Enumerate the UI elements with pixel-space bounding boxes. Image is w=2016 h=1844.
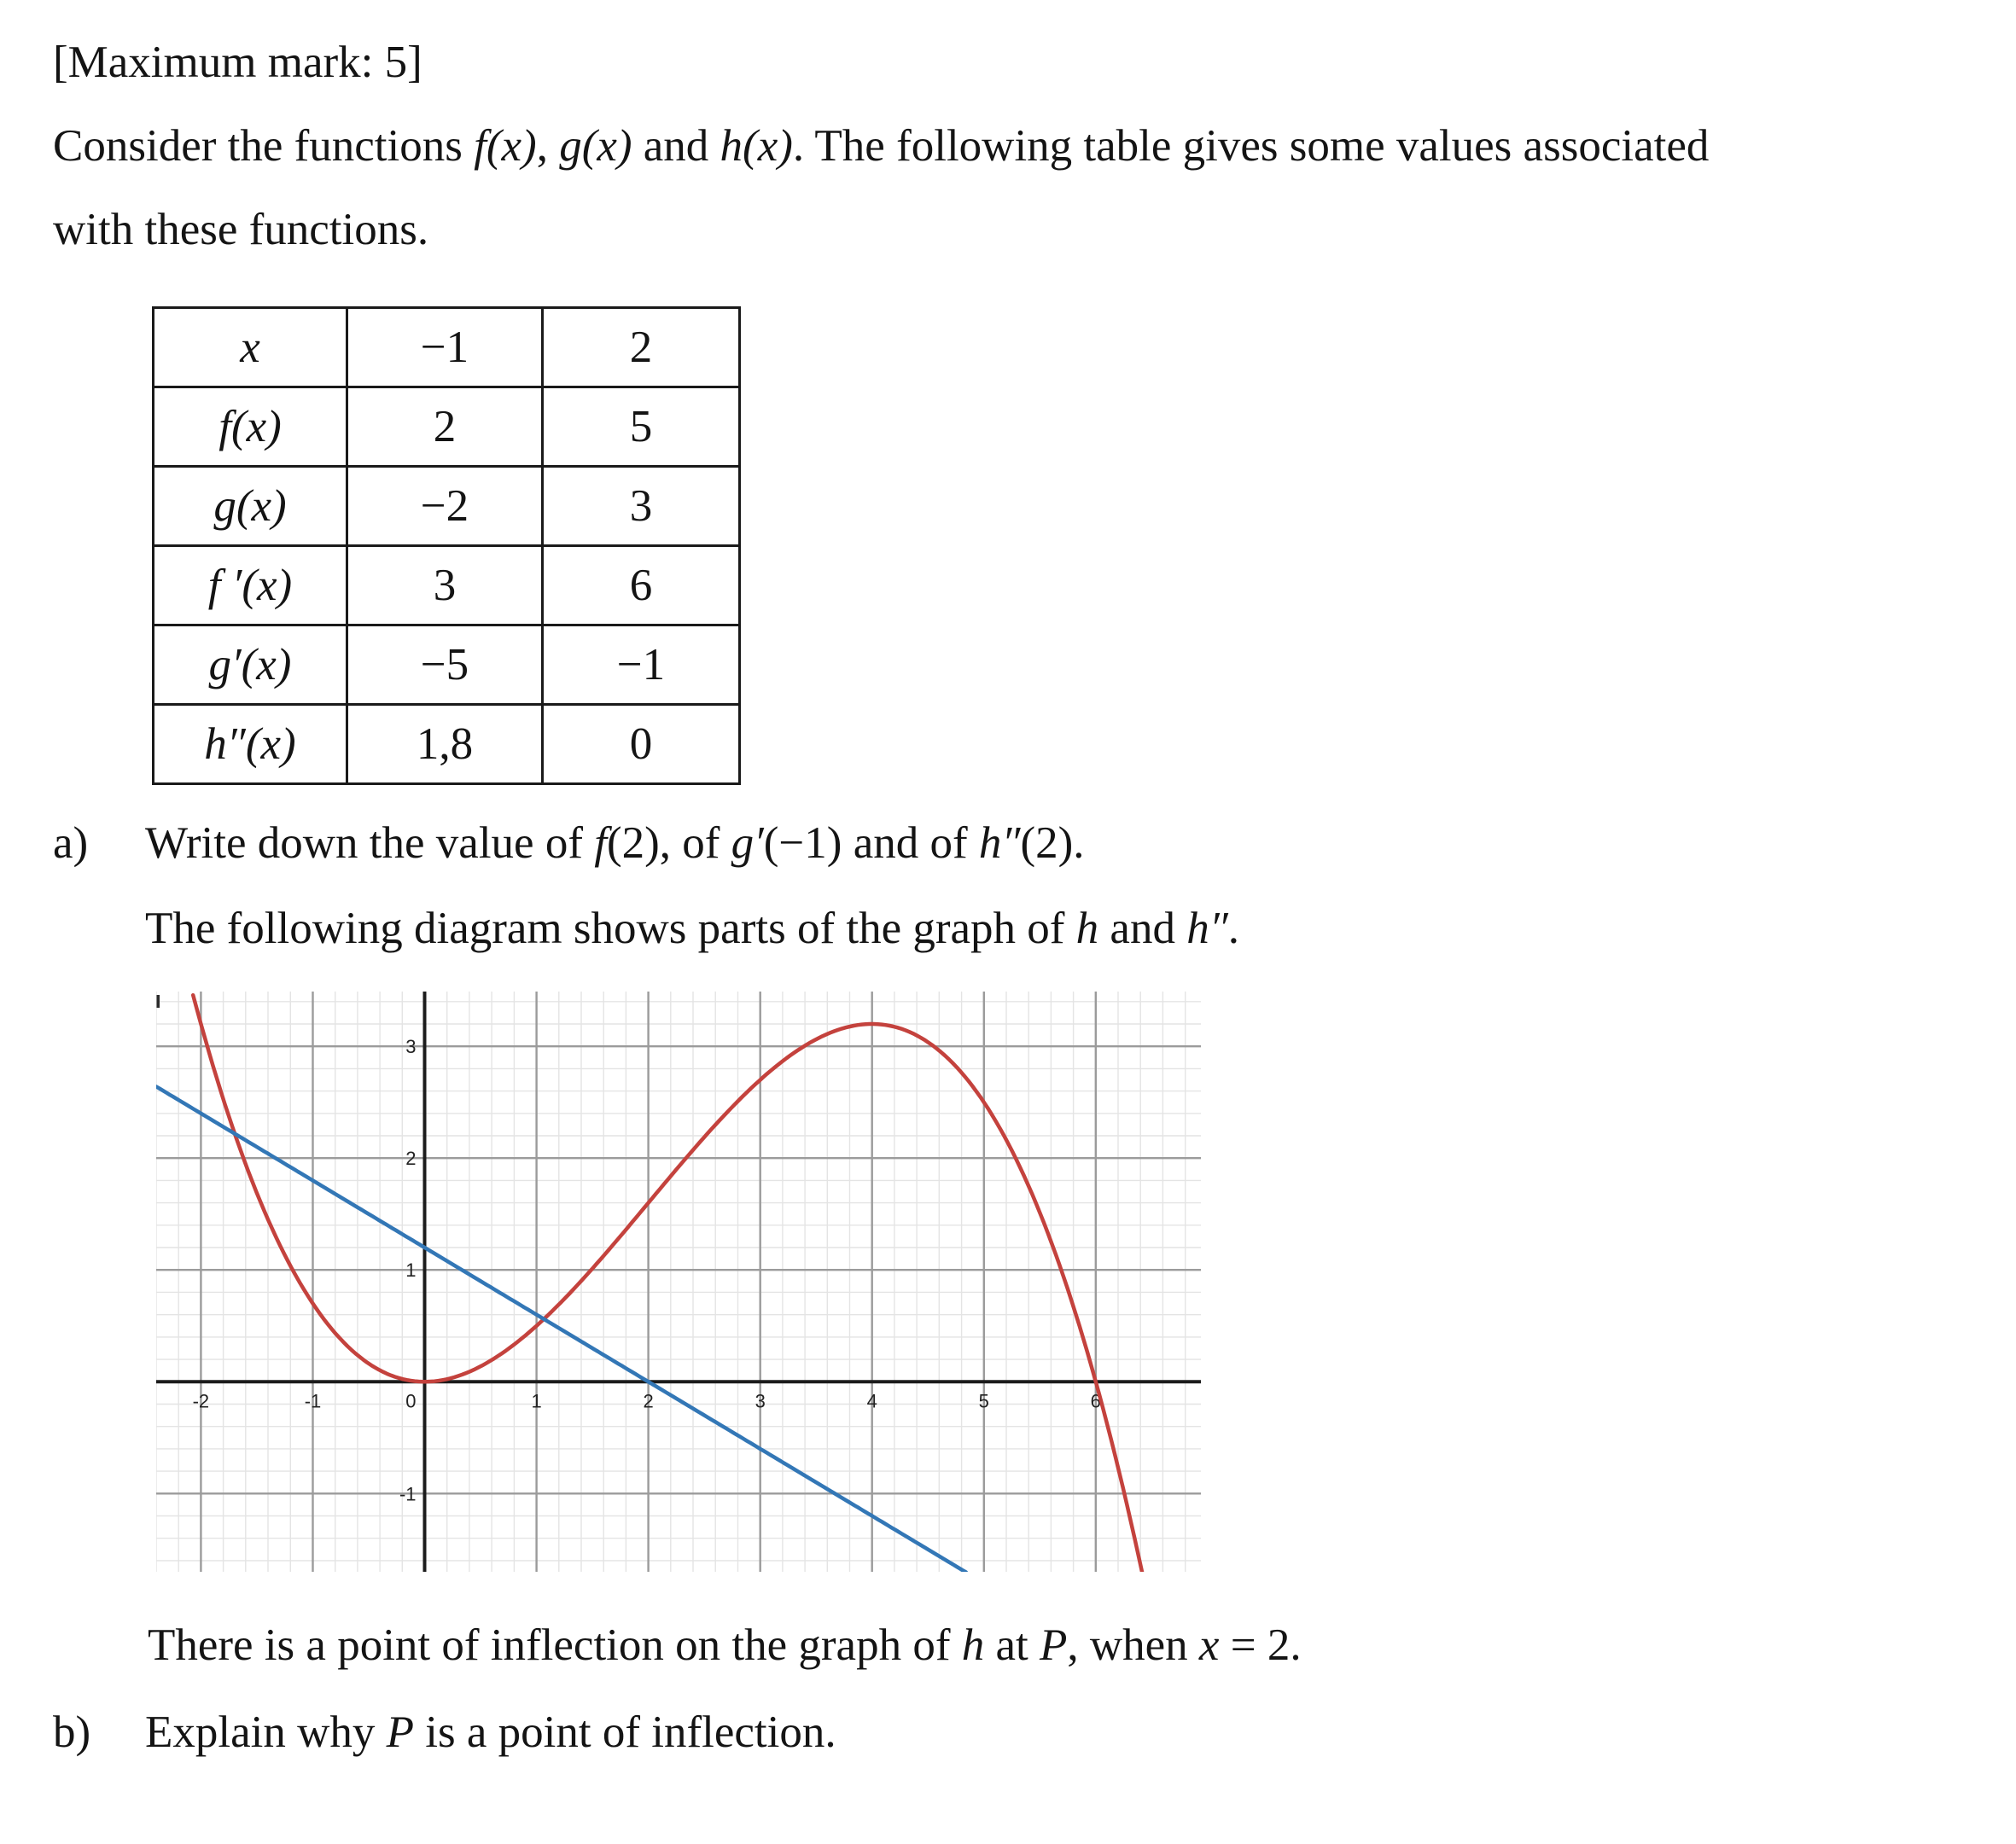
graph-canvas — [156, 992, 1201, 1572]
row-label-cell — [154, 625, 347, 705]
row-label-cell — [154, 308, 347, 387]
part-a-marker: a) — [53, 818, 89, 868]
math-italic-text: x — [240, 323, 260, 372]
math-italic-text: h″ — [1186, 904, 1228, 953]
stray-mark — [157, 995, 160, 1008]
max-mark-line: [Maximum mark: 5] — [53, 38, 422, 87]
graph-figure — [156, 992, 1201, 1572]
math-italic-text: g′(x) — [208, 640, 292, 689]
math-italic-text: h(x) — [720, 121, 793, 171]
y-tick-label: -1 — [399, 1483, 417, 1505]
intro-line-2: with these functions. — [53, 205, 429, 254]
value-cell: 6 — [543, 546, 740, 625]
math-italic-text: f(x) — [474, 121, 537, 171]
math-italic-text: h — [961, 1620, 985, 1670]
x-tick-label: 1 — [531, 1390, 542, 1412]
value-cell: 2 — [347, 387, 543, 467]
plain-text: There is a point of inflection on the graph of — [148, 1620, 962, 1670]
intro-line-1 — [53, 118, 1709, 174]
table-row — [154, 625, 740, 705]
y-tick-label: 1 — [405, 1259, 417, 1282]
plain-text: (2), of — [606, 818, 731, 868]
value-cell: 0 — [543, 705, 740, 784]
x-tick-label: -1 — [304, 1390, 322, 1412]
table-row — [154, 308, 740, 387]
table-row — [154, 387, 740, 467]
plain-text: (2). — [1020, 818, 1085, 868]
value-cell: −1 — [347, 308, 543, 387]
x-tick-label: 0 — [405, 1390, 417, 1412]
value-cell: −2 — [347, 467, 543, 546]
part-b-text — [145, 1704, 836, 1760]
math-italic-text: g(x) — [213, 481, 287, 531]
plain-text: . The following table gives some values associated — [792, 121, 1710, 171]
math-italic-text: f — [594, 818, 607, 868]
value-cell: 1,8 — [347, 705, 543, 784]
x-tick-label: 3 — [755, 1390, 766, 1412]
y-tick-label: 2 — [405, 1148, 417, 1170]
math-italic-text: h″ — [978, 818, 1021, 868]
row-label-cell — [154, 467, 347, 546]
plain-text: , when — [1067, 1620, 1199, 1670]
y-tick-label: 3 — [405, 1036, 417, 1058]
math-italic-text: f ′(x) — [207, 561, 293, 610]
values-table — [152, 306, 741, 785]
value-cell: 2 — [543, 308, 740, 387]
math-italic-text: x — [1198, 1620, 1220, 1670]
plain-text: and — [632, 121, 720, 171]
math-italic-text: f(x) — [218, 402, 282, 451]
plain-text: and — [1098, 904, 1187, 953]
row-label-cell — [154, 705, 347, 784]
math-italic-text: h — [1075, 904, 1099, 953]
math-italic-text: g(x) — [559, 121, 632, 171]
plain-text: , — [536, 121, 560, 171]
plain-text: . — [1227, 904, 1240, 953]
inflection-note — [148, 1617, 1302, 1673]
diagram-caption — [145, 900, 1239, 957]
math-italic-text: P — [1039, 1620, 1068, 1670]
math-italic-text: g′ — [731, 818, 764, 868]
plain-text: (−1) and of — [763, 818, 979, 868]
plain-text: Write down the value of — [145, 818, 595, 868]
plain-text: The following diagram shows parts of the graph of — [145, 904, 1076, 953]
value-cell: −1 — [543, 625, 740, 705]
x-tick-label: 4 — [866, 1390, 877, 1412]
curve-h-second-derivative — [156, 1086, 966, 1572]
plain-text: is a point of inflection. — [414, 1707, 836, 1757]
plain-text: = 2. — [1219, 1620, 1302, 1670]
value-cell: 3 — [543, 467, 740, 546]
x-tick-label: -2 — [192, 1390, 210, 1412]
x-tick-label: 5 — [978, 1390, 989, 1412]
value-cell: −5 — [347, 625, 543, 705]
table-row — [154, 705, 740, 784]
grid-major — [156, 992, 1201, 1572]
table-row — [154, 467, 740, 546]
math-italic-text: h″(x) — [204, 719, 296, 769]
part-b-marker: b) — [53, 1707, 91, 1757]
x-tick-label: 6 — [1090, 1390, 1101, 1412]
math-italic-text: P — [386, 1707, 414, 1757]
plain-text: Explain why — [145, 1707, 387, 1757]
plain-text: Consider the functions — [53, 121, 475, 171]
value-cell: 3 — [347, 546, 543, 625]
table-row — [154, 546, 740, 625]
x-tick-label: 2 — [643, 1390, 654, 1412]
plain-text: at — [984, 1620, 1040, 1670]
row-label-cell — [154, 546, 347, 625]
part-a-text — [145, 815, 1085, 871]
value-cell: 5 — [543, 387, 740, 467]
row-label-cell — [154, 387, 347, 467]
